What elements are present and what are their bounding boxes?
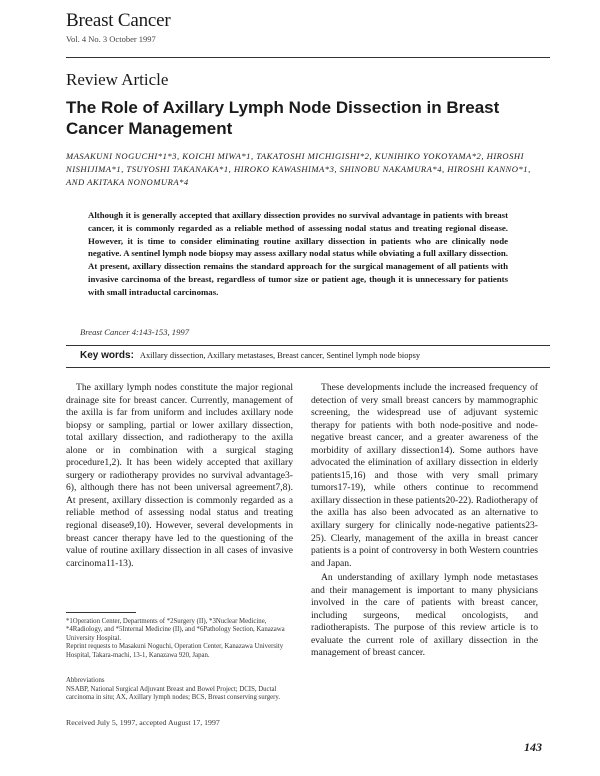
abbreviations-heading: Abbreviations bbox=[66, 677, 105, 684]
reprint-requests: Reprint requests to Masakuni Noguchi, Operation Center, Kanazawa University Hospital, Takara-machi, 13-1, Kanazawa 920, Japan. bbox=[66, 643, 284, 659]
journal-issue: Vol. 4 No. 3 October 1997 bbox=[66, 34, 156, 44]
journal-name: Breast Cancer bbox=[66, 10, 171, 31]
abstract: Although it is generally accepted that axillary dissection provides no survival advantage in patients with breast cancer, it is commonly regarded as a reliable method of assessing nodal status and treating regional disease. However, it is time to consider eliminating routine axillary dissection in patients who are clinically node negative. A sentinel lymph node biopsy may assess axillary nodal status while obviating a full axillary dissection. At present, axillary dissection remains the standard approach for the surgical management of all patients with invasive carcinoma of the breast, regardless of tumor size or patient age, though it is unnecessary for patients with small intraductal carcinomas. bbox=[88, 210, 508, 297]
keywords-bottom-rule bbox=[66, 367, 550, 368]
abbreviations-text: NSABP, National Surgical Adjuvant Breast and Bowel Project; DCIS, Ductal carcinoma in situ; AX, Axillary lymph nodes; BCS, Breast conserving surgery. bbox=[66, 686, 281, 702]
keywords bbox=[80, 350, 550, 361]
body-paragraph: The axillary lymph nodes constitute the major regional drainage site for breast cancer. Currently, management of the axilla is far from uniform and includes axillary node biopsy or sampling, partial or lower axillary dissection, total axillary dissection, and radiotherapy to the axilla alone or in combination with a surgical staging procedure1,2). It has been widely accepted that axillary surgery or radiotherapy provides no survival advantage3-6), although there has not been universal agreement7,8). At present, axillary dissection is commonly regarded as a reliable method of assessing nodal status and treating regional disease9,10). However, several developments in breast cancer therapy have led to the questioning of the value of routine axillary dissection in all cases of invasive carcinoma11-13). bbox=[66, 382, 293, 569]
body-paragraph: An understanding of axillary lymph node metastases and their management is important to many physicians involved in the care of patients with breast cancer, including surgeons, medical oncologists, and radiotherapists. The purpose of this review article is to evaluate the current role of axillary dissection in the management of breast cancer. bbox=[311, 572, 538, 659]
received-date: Received July 5, 1997, accepted August 17, 1997 bbox=[66, 718, 220, 727]
article-title: The Role of Axillary Lymph Node Dissection in Breast Cancer Management bbox=[66, 98, 500, 138]
affiliations-text: *1Operation Center, Departments of *2Surgery (II), *3Nuclear Medicine, *4Radiology, and *5Internal Medicine (II), and *6Pathology Section, Kanazawa University Hospital. bbox=[66, 618, 285, 642]
citation: Breast Cancer 4:143-153, 1997 bbox=[80, 327, 189, 337]
author-list: MASAKUNI NOGUCHI*1*3, KOICHI MIWA*1, TAKATOSHI MICHIGISHI*2, KUNIHIKO YOKOYAMA*2, HIROSHI NISHIJIMA*1, TSUYOSHI TAKANAKA*1, HIROKO KAWASHIMA*3, SHINOBU NAKAMURA*4, HIROSHI KANNO*1, AND AKITAKA NONOMURA*4 bbox=[66, 151, 531, 187]
body-right-column bbox=[311, 382, 538, 662]
body-left-column bbox=[66, 382, 293, 572]
body-paragraph: These developments include the increased frequency of detection of very small breast cancers by mammographic screening, the widespread use of adjuvant systemic therapy for patients with both node-positive and node-negative breast cancer, and a greater awareness of the morbidity of axillary dissection14). Some authors have advocated the elimination of axillary dissection in elderly patients15,16) and those with very small primary tumors17-19), while others continue to recommend axillary dissection in these patients20-22). Radiotherapy of the axilla has also been advocated as an alternative to axillary surgery for clinically node-negative patients23-25). Clearly, management of the axilla in breast cancer patients is a point of controversy in both Western countries and Japan. bbox=[311, 382, 538, 569]
footnote-rule bbox=[66, 612, 136, 613]
footnote-affiliations bbox=[66, 618, 293, 660]
header-rule bbox=[66, 57, 550, 58]
page-number: 143 bbox=[524, 740, 542, 754]
section-title: Review Article bbox=[66, 70, 169, 89]
keywords-text: Axillary dissection, Axillary metastases, Breast cancer, Sentinel lymph node biopsy bbox=[139, 351, 421, 360]
keywords-label: Key words: bbox=[80, 350, 134, 361]
keywords-top-rule bbox=[66, 345, 550, 346]
